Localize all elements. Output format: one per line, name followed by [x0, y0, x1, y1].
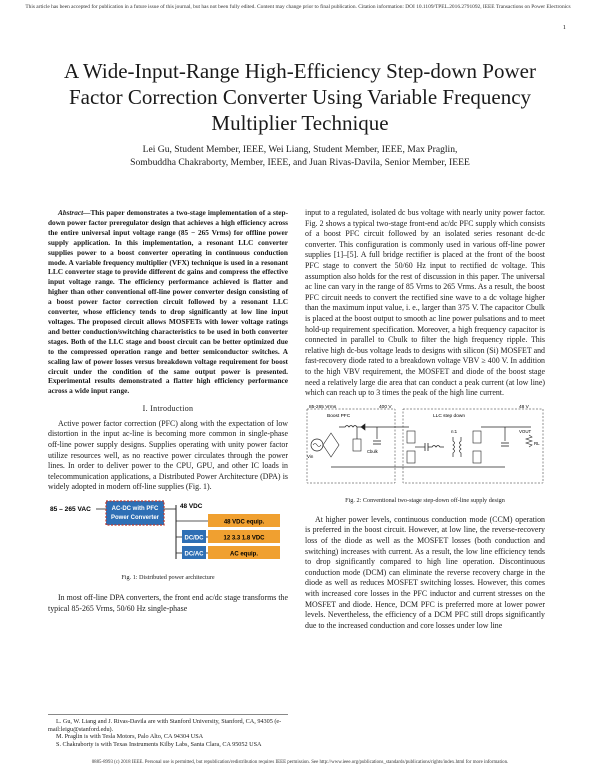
page-number: 1 — [562, 24, 566, 31]
footnote-3: S. Chakraborty is with Texas Instruments Kilby Labs, Santa Clara, CA 95052 USA — [56, 740, 262, 748]
boost-mosfet-icon — [353, 439, 361, 451]
fig1-load-3: AC equip. — [230, 551, 258, 558]
load-resistor-icon — [526, 435, 532, 447]
fig2-input-label: 85-265 Vrms — [309, 404, 337, 410]
footnote-2: M. Praglin is with Tesla Motors, Palo Alto, CA 94304 USA — [56, 733, 204, 741]
fig1-load-1: 48 VDC equip. — [223, 519, 265, 526]
fig1-load-2: 12 3.3 1.8 VDC — [223, 535, 265, 542]
boost-inductor-icon — [339, 425, 361, 427]
footnotes — [48, 714, 288, 748]
author-list — [40, 144, 560, 169]
section-heading-introduction: I. Introduction — [142, 404, 194, 414]
transformer-secondary-icon — [460, 437, 462, 457]
intro-paragraph-2: In most off-line DPA converters, the front end ac/dc stage transforms the typical 85-265 Vrms, 50/60 Hz single-phase — [48, 593, 288, 613]
fig2-boost-label: Boost PFC — [327, 413, 351, 419]
intro-paragraph-1: Active power factor correction (PFC) along with the expectation of low distortion in the input ac-line is becoming more common in single-phase off-line power supply designs. Supplies operating with unity power factor utilize resources well, as no reactive power circulates through the power lines. In order to deliver power to the CPU, GPU, and other IC loads in telecommunication applications, a Distributed Power Architecture (DPA) is widely adopted in modern off-line supplies (Fig. 1). — [48, 418, 288, 492]
authors-line-1: Lei Gu, Student Member, IEEE, Wei Liang, Student Member, IEEE, Max Praglin, — [142, 144, 458, 155]
right-paragraph-1: input to a regulated, isolated dc bus voltage with nearly unity power factor. Fig. 2 shows a typical two-stage front-end ac/dc PFC supply which consists of a boost PFC circuit followed by an isolated series resonant dc-dc converter. This configuration is commonly used in various off-line power supplies [1]–[5]. A full bridge rectifier is placed at the front of the boost PFC stage to convert the 50/60 Hz input to rectified dc voltage. This assumption also holds for the rest of discussion in this paper. The universal ac line can vary in the range of 85 Vrms to 265 Vrms. As a result, the boost PFC circuit needs to convert the rectified sine wave to a dc voltage higher than the maximum input value, i. e., larger than 375 V. The capacitor Cbulk is placed at the boost output to smooth ac line power pulsations and to meet hold-up requirement specification. Moreover, a high frequency capacitor is connected in parallel to Cbulk to filter the high frequency ripple. This relative high dc-bus voltage leads to designs with silicon (Si) MOSFET and fast-recovery diode rated to a breakdown voltage VBV ≥ 400 V. In addition to the high VBV requirement, the MOSFET and diode of the boost stage need a relatively large die area that can conduct a peak current (at low line) which can reach up to 3 times the peak of the high line current. — [305, 208, 545, 398]
authors-line-2: Sombuddha Chakraborty, Member, IEEE, and Juan Rivas-Davila, Senior Member, IEEE — [130, 156, 470, 168]
header-notice: This article has been accepted for publication in a future issue of this journal, but has not been fully edited. Content may change prior to final publication. Citation information: DOI 10.1109/TPEL.2016.2791092, IEEE Transactions on Power Electronics — [25, 4, 571, 10]
rectifier-bridge-icon — [323, 433, 339, 457]
fig1-dcdc-label: DC/DC — [184, 535, 204, 542]
fig1-dcac-label: DC/AC — [184, 551, 204, 558]
abstract-label: Abstract— — [58, 208, 91, 217]
figure-1 — [48, 499, 288, 583]
sync-rectifier-2-icon — [473, 451, 481, 463]
llc-switch-low-icon — [407, 451, 415, 463]
llc-switch-high-icon — [407, 431, 415, 443]
abstract — [48, 208, 288, 396]
fig2-rl-label: RL — [534, 440, 540, 446]
fig2-ratio-label: n:1 — [451, 428, 458, 434]
right-paragraph-2: At higher power levels, continuous conduction mode (CCM) operation is preferred in the boost circuit. However, at low line, the reverse-recovery loss of the diode as well as the MOSFET losses (both conduction and switching) increases with current. As a result, the low line efficiency tends to drop significantly compared to high line operation. Discontinuous conduction mode (DCM) can eliminate the reverse recovery charge in the diode as well as reduces MOSFET switching losses. However, this comes with increased core losses in the PFC inductor and current stresses on the MOSFET and diode. Hence, DCM PFC is preferred more at lower power levels. Nevertheless, the efficiency of a DCM PFC still drops significantly due to the increased conduction and core losses under low line — [305, 514, 545, 630]
abstract-text: This paper demonstrates a two-stage implementation of a step-down power factor preregulator design that achieves a high efficiency across the entire universal input voltage range (85 − 265 Vrms) for offline power supply application. In this implementation, a resonant LLC converter supplies power to a boost converter operating in continuous conduction mode. A variable frequency multiplier (VFX) technique is used in a resonant LLC converter stage to provide different dc gains and compress the effective input voltage range. The efficiency performance achieved is flatter and higher than other conventional off-line power converter design consisting of a boost power factor correction circuit followed by a resonant LLC converter, whose efficiency tends to drop significantly at low line input voltages. The proposed circuit allows MOSFETs with lower voltage ratings and better conduction/switching characteristics to be used in both converter stages. Both of the LLC stage and boost circuit can be better optimized due to the compressed operation range and better semiconductor switches. A scaling law of power losses versus breakdown voltage requirement for boost circuit under the condition of the same output power is presented. Experimental results demonstrated a flatter high efficiency performance across a wide input range. — [48, 208, 288, 396]
resonant-inductor-icon — [428, 445, 444, 447]
fig2-48v-label: 48 V — [519, 404, 529, 410]
fig2-vin-label: Vin — [307, 453, 314, 459]
fig1-bus-label: 48 VDC — [180, 502, 203, 510]
figure-2-caption: Fig. 2: Conventional two-stage step-down off-line supply design — [345, 497, 505, 505]
paper-title: A Wide-Input-Range High-Efficiency Step-down Power Factor Correction Converter Using Variable Frequency Multiplier Technique — [64, 59, 536, 135]
fig1-block-label-2: Power Converter — [110, 514, 160, 521]
llc-region — [403, 409, 543, 483]
sync-rectifier-1-icon — [473, 431, 481, 443]
figure-1-caption: Fig. 1: Distributed power architecture — [121, 573, 215, 581]
fig2-cbulk-label: Cbulk — [367, 448, 378, 454]
ac-dc-pfc-block — [106, 501, 164, 525]
two-stage-converter-schematic — [305, 405, 545, 489]
footnote-1: L. Gu, W. Liang and J. Rivas-Davila are with Stanford University, Stanford, CA, 94305 (e-mail:leigu@stanford.edu). — [48, 718, 282, 733]
distributed-power-architecture-diagram — [48, 499, 288, 565]
right-column — [305, 208, 545, 631]
fig2-llc-label: LLC step down — [433, 413, 465, 419]
fig2-400v-label: 400 V — [379, 404, 392, 410]
copyright-footer: 0885-8993 (c) 2018 IEEE. Personal use is permitted, but republication/redistribution requires IEEE permission. See http://www.ieee.org/publications_standards/publications/rights/index.html for more information. — [91, 760, 509, 765]
left-column — [48, 208, 288, 614]
transformer-primary-icon — [453, 437, 455, 457]
fig1-block-label-1: AC-DC with PFC — [111, 505, 159, 512]
fig1-input-label: 85 – 265 VAC — [50, 505, 91, 513]
figure-2 — [305, 405, 545, 507]
fig2-vout-label: VOUT — [519, 428, 532, 434]
boost-diode-icon — [361, 424, 365, 430]
